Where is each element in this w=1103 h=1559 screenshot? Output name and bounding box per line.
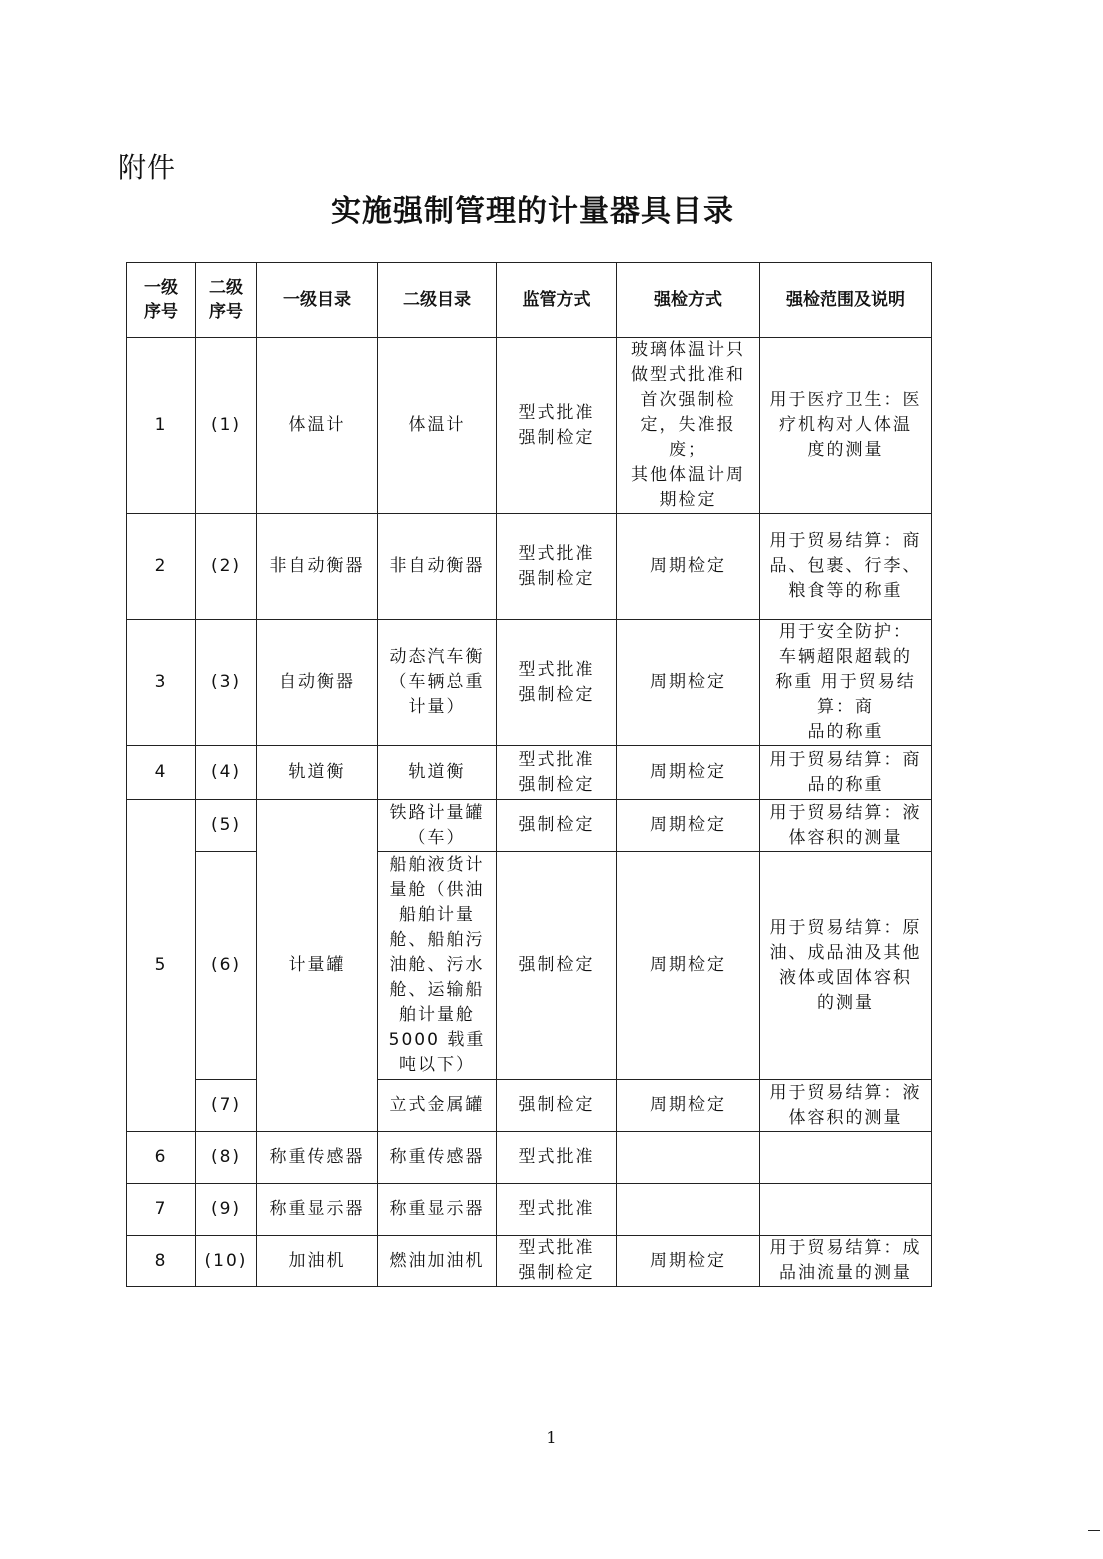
table-row	[127, 514, 932, 620]
supervision-cell: 型式批准 强制检定	[497, 514, 617, 620]
inspection-cell	[617, 1184, 760, 1236]
inspection-cell: 周期检定	[617, 1236, 760, 1287]
level1-category-cell: 称重显示器	[257, 1184, 378, 1236]
level2-no-cell: (2)	[196, 514, 257, 620]
header-scope: 强检范围及说明	[760, 263, 932, 338]
supervision-cell: 强制检定	[497, 1080, 617, 1132]
inspection-cell: 周期检定	[617, 746, 760, 800]
level2-no-cell: (10)	[196, 1236, 257, 1287]
level2-no-cell: (9)	[196, 1184, 257, 1236]
scope-cell: 用于贸易结算：原 油、成品油及其他 液体或固体容积 的测量	[760, 852, 932, 1080]
level2-category-cell: 非自动衡器	[378, 514, 497, 620]
table-row	[127, 1132, 932, 1184]
level2-no-cell: (4)	[196, 746, 257, 800]
inspection-cell: 周期检定	[617, 620, 760, 746]
table-row	[127, 620, 932, 746]
attachment-label: 附件	[118, 151, 177, 184]
level1-category-cell: 称重传感器	[257, 1132, 378, 1184]
table-row	[127, 1236, 932, 1287]
header-level2-no: 二级 序号	[196, 263, 257, 338]
level1-no-cell: 7	[127, 1184, 196, 1236]
level1-no-cell: 6	[127, 1132, 196, 1184]
table-row	[127, 338, 932, 514]
header-row	[127, 263, 932, 338]
supervision-cell: 强制检定	[497, 800, 617, 852]
supervision-cell: 型式批准	[497, 1132, 617, 1184]
supervision-cell: 型式批准 强制检定	[497, 620, 617, 746]
header-level2-category: 二级目录	[378, 263, 497, 338]
level1-category-cell: 加油机	[257, 1236, 378, 1287]
level2-no-cell: (6)	[196, 852, 257, 1080]
scope-cell: 用于贸易结算：商 品的称重	[760, 746, 932, 800]
level1-category-cell: 体温计	[257, 338, 378, 514]
edge-mark	[1088, 1530, 1100, 1531]
level2-category-cell: 轨道衡	[378, 746, 497, 800]
level2-category-cell: 体温计	[378, 338, 497, 514]
header-supervision-method: 监管方式	[497, 263, 617, 338]
scope-cell	[760, 1132, 932, 1184]
inspection-cell: 玻璃体温计只 做型式批准和 首次强制检 定，失准报废； 其他体温计周 期检定	[617, 338, 760, 514]
scope-cell: 用于贸易结算：成 品油流量的测量	[760, 1236, 932, 1287]
supervision-cell: 型式批准 强制检定	[497, 338, 617, 514]
level1-category-cell: 计量罐	[257, 800, 378, 1132]
header-level1-no: 一级 序号	[127, 263, 196, 338]
scope-cell: 用于贸易结算：液 体容积的测量	[760, 800, 932, 852]
level2-category-cell: 动态汽车衡 （车辆总重 计量）	[378, 620, 497, 746]
header-level1-category: 一级目录	[257, 263, 378, 338]
supervision-cell: 型式批准 强制检定	[497, 1236, 617, 1287]
table-row	[127, 1080, 932, 1132]
level1-no-cell: 1	[127, 338, 196, 514]
page-number: 1	[546, 1428, 557, 1447]
inspection-cell	[617, 1132, 760, 1184]
level1-category-cell: 非自动衡器	[257, 514, 378, 620]
measuring-instrument-catalog-table	[126, 262, 932, 1287]
level2-category-cell: 船舶液货计 量舱（供油 船舶计量 舱、船舶污 油舱、污水 舱、运输船 舶计量舱 5000 载重 吨以下）	[378, 852, 497, 1080]
level1-category-cell: 轨道衡	[257, 746, 378, 800]
level1-no-cell: 4	[127, 746, 196, 800]
level1-no-cell: 8	[127, 1236, 196, 1287]
inspection-cell: 周期检定	[617, 514, 760, 620]
level2-no-cell: (7)	[196, 1080, 257, 1132]
level1-no-cell: 2	[127, 514, 196, 620]
level2-no-cell: (5)	[196, 800, 257, 852]
table-row	[127, 800, 932, 852]
level2-category-cell: 铁路计量罐 （车）	[378, 800, 497, 852]
table-row	[127, 852, 932, 1080]
level2-category-cell: 燃油加油机	[378, 1236, 497, 1287]
level1-no-cell: 3	[127, 620, 196, 746]
scope-cell: 用于贸易结算：液 体容积的测量	[760, 1080, 932, 1132]
level2-category-cell: 立式金属罐	[378, 1080, 497, 1132]
scope-cell: 用于安全防护： 车辆超限超载的 称重 用于贸易结 算：商 品的称重	[760, 620, 932, 746]
level2-no-cell: (3)	[196, 620, 257, 746]
supervision-cell: 强制检定	[497, 852, 617, 1080]
inspection-cell: 周期检定	[617, 852, 760, 1080]
level2-no-cell: (1)	[196, 338, 257, 514]
scope-cell	[760, 1184, 932, 1236]
scope-cell: 用于贸易结算：商 品、包裹、行李、 粮食等的称重	[760, 514, 932, 620]
supervision-cell: 型式批准	[497, 1184, 617, 1236]
level1-no-cell: 5	[127, 800, 196, 1132]
table-row	[127, 746, 932, 800]
document-title: 实施强制管理的计量器具目录	[331, 194, 734, 229]
inspection-cell: 周期检定	[617, 800, 760, 852]
scope-cell: 用于医疗卫生：医 疗机构对人体温 度的测量	[760, 338, 932, 514]
table-row	[127, 1184, 932, 1236]
level2-category-cell: 称重传感器	[378, 1132, 497, 1184]
level2-no-cell: (8)	[196, 1132, 257, 1184]
level2-category-cell: 称重显示器	[378, 1184, 497, 1236]
supervision-cell: 型式批准 强制检定	[497, 746, 617, 800]
level1-category-cell: 自动衡器	[257, 620, 378, 746]
inspection-cell: 周期检定	[617, 1080, 760, 1132]
header-inspection-method: 强检方式	[617, 263, 760, 338]
